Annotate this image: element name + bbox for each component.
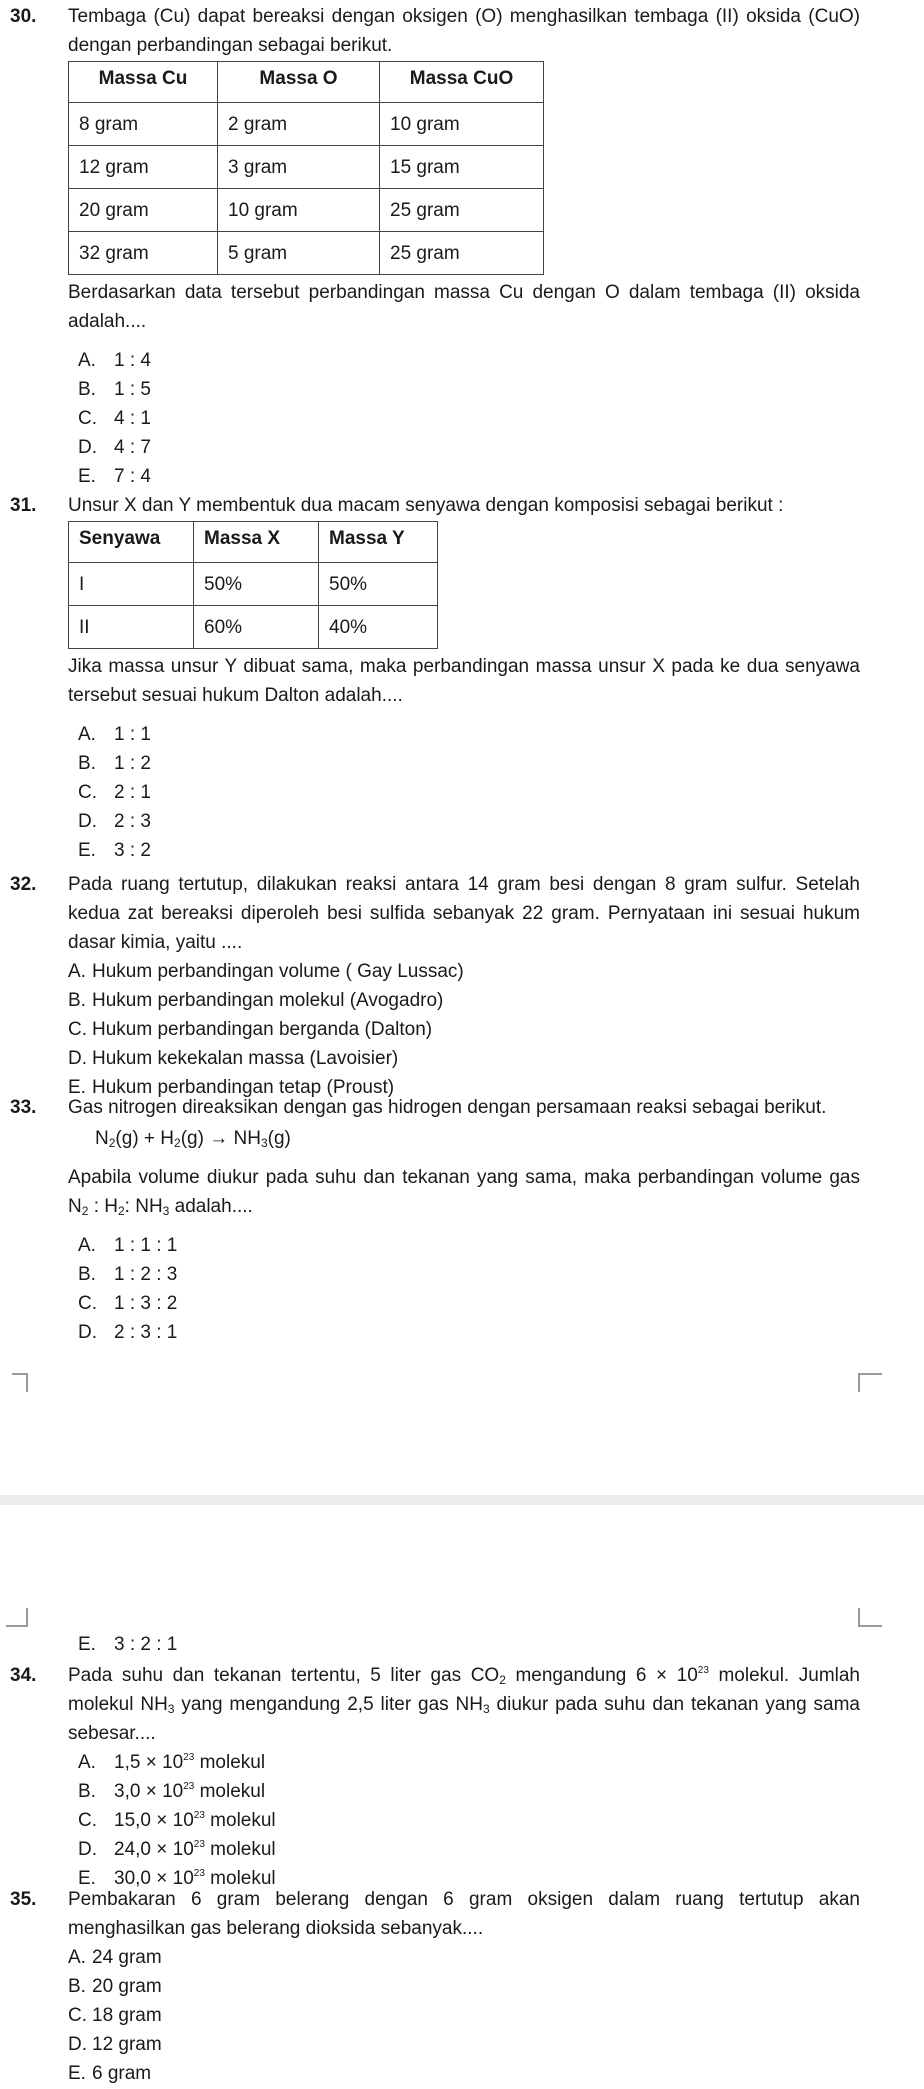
table-cell: 40% xyxy=(319,606,438,649)
option-value: 20 gram xyxy=(92,1976,162,1997)
page-corner-mark xyxy=(12,1373,28,1392)
option-label: B. xyxy=(78,379,96,400)
answer-option[interactable] xyxy=(68,346,860,375)
table-cell: 8 gram xyxy=(69,103,218,146)
question-30 xyxy=(10,2,860,491)
option-value: Hukum perbandingan berganda (Dalton) xyxy=(92,1019,433,1040)
option-label: A. xyxy=(78,1752,96,1773)
table-cell: 32 gram xyxy=(69,232,218,275)
answer-option[interactable] xyxy=(68,404,860,433)
data-table xyxy=(68,61,544,275)
table-row xyxy=(69,563,438,606)
option-label: D. xyxy=(78,811,97,832)
answer-option[interactable] xyxy=(68,2030,860,2059)
option-value: 2 : 3 : 1 xyxy=(114,1322,178,1343)
answer-option[interactable] xyxy=(68,462,860,491)
option-value: 1 : 2 : 3 xyxy=(114,1264,178,1285)
option-label: B. xyxy=(78,1264,96,1285)
table-cell: 10 gram xyxy=(218,189,380,232)
answer-options xyxy=(68,1943,860,2088)
table-cell: 15 gram xyxy=(380,146,544,189)
page-corner-mark xyxy=(858,1373,882,1392)
table-row xyxy=(69,189,544,232)
question-33-continued xyxy=(10,1630,860,1659)
table-header: Massa X xyxy=(194,522,319,563)
table-cell: II xyxy=(69,606,194,649)
option-value: 4 : 1 xyxy=(114,408,151,429)
option-label: C. xyxy=(68,1019,87,1040)
answer-option[interactable] xyxy=(68,1260,860,1289)
table-cell: 2 gram xyxy=(218,103,380,146)
option-label: B. xyxy=(68,990,86,1011)
reaction-equation: $N_2(g) + H_2(g) \to NH_3(g)$ xyxy=(95,1128,291,1150)
table-cell: 3 gram xyxy=(218,146,380,189)
question-35 xyxy=(10,1885,860,2088)
question-32 xyxy=(10,870,860,1102)
option-value: $15,0 \times 10^{23}$ molekul xyxy=(114,1810,276,1831)
table-cell: 50% xyxy=(194,563,319,606)
table-cell: 50% xyxy=(319,563,438,606)
option-value: Hukum kekekalan massa (Lavoisier) xyxy=(92,1048,399,1069)
option-value: 3 : 2 : 1 xyxy=(114,1634,178,1655)
question-prompt: Berdasarkan data tersebut perbandingan massa Cu dengan O dalam tembaga (II) oksida adalah.... xyxy=(68,282,860,332)
answer-option[interactable] xyxy=(68,1289,860,1318)
question-number: 31. xyxy=(10,495,37,516)
option-value: Hukum perbandingan tetap (Proust) xyxy=(92,1077,395,1098)
option-value: $3,0 \times 10^{23}$ molekul xyxy=(114,1781,266,1802)
table-header: Massa O xyxy=(218,62,380,103)
page-break-divider xyxy=(0,1495,924,1505)
answer-option[interactable] xyxy=(68,1777,860,1806)
table-header: Massa Y xyxy=(319,522,438,563)
option-label: D. xyxy=(68,2034,87,2055)
option-value: 1 : 5 xyxy=(114,379,151,400)
answer-option[interactable] xyxy=(68,1943,860,1972)
option-label: E. xyxy=(78,466,96,487)
option-label: D. xyxy=(78,1322,97,1343)
answer-option[interactable] xyxy=(68,433,860,462)
answer-option[interactable] xyxy=(68,1835,860,1864)
option-label: B. xyxy=(78,1781,96,1802)
question-number: 33. xyxy=(10,1097,37,1118)
table-header-row xyxy=(69,62,544,103)
option-value: 4 : 7 xyxy=(114,437,151,458)
answer-options xyxy=(68,1748,860,1893)
option-label: A. xyxy=(78,724,96,745)
option-value: Hukum perbandingan volume ( Gay Lussac) xyxy=(92,961,464,982)
answer-option[interactable] xyxy=(68,1318,860,1347)
question-number: 35. xyxy=(10,1889,37,1910)
table-header: Massa CuO xyxy=(380,62,544,103)
data-table xyxy=(68,521,438,649)
table-header: Senyawa xyxy=(69,522,194,563)
answer-option[interactable] xyxy=(68,986,860,1015)
page-corner-mark xyxy=(858,1608,882,1627)
option-value: 24 gram xyxy=(92,1947,162,1968)
answer-options xyxy=(68,346,860,491)
answer-option[interactable] xyxy=(68,1748,860,1777)
option-label: C. xyxy=(78,1293,97,1314)
question-text: Pembakaran 6 gram belerang dengan 6 gram oksigen dalam ruang tertutup akan menghasilkan gas belerang dioksida sebanyak.... xyxy=(68,1889,860,1939)
table-cell: 20 gram xyxy=(69,189,218,232)
question-text: Unsur X dan Y membentuk dua macam senyawa dengan komposisi sebagai berikut : xyxy=(68,495,784,516)
table-row xyxy=(69,103,544,146)
answer-option[interactable] xyxy=(68,749,860,778)
option-label: D. xyxy=(78,1839,97,1860)
option-label: E. xyxy=(78,840,96,861)
answer-option[interactable] xyxy=(68,1630,860,1659)
answer-option[interactable] xyxy=(68,1231,860,1260)
answer-option[interactable] xyxy=(68,957,860,986)
option-label: C. xyxy=(78,1810,97,1831)
question-34 xyxy=(10,1661,860,1893)
table-cell: 12 gram xyxy=(69,146,218,189)
question-33 xyxy=(10,1093,860,1347)
option-value: 7 : 4 xyxy=(114,466,151,487)
answer-option[interactable] xyxy=(68,807,860,836)
option-label: A. xyxy=(68,961,86,982)
table-cell: 60% xyxy=(194,606,319,649)
question-text: Gas nitrogen direaksikan dengan gas hidrogen dengan persamaan reaksi sebagai berikut. xyxy=(68,1097,827,1118)
answer-option[interactable] xyxy=(68,2059,860,2088)
option-label: D. xyxy=(68,1048,87,1069)
answer-option[interactable] xyxy=(68,778,860,807)
answer-option[interactable] xyxy=(68,1806,860,1835)
table-row xyxy=(69,232,544,275)
option-value: 1 : 3 : 2 xyxy=(114,1293,178,1314)
option-label: C. xyxy=(78,408,97,429)
option-value: 1 : 1 : 1 xyxy=(114,1235,178,1256)
question-prompt: Jika massa unsur Y dibuat sama, maka perbandingan massa unsur X pada ke dua senyawa tersebut sesuai hukum Dalton adalah.... xyxy=(68,656,860,706)
answer-option[interactable] xyxy=(68,375,860,404)
option-label: A. xyxy=(78,350,96,371)
answer-options xyxy=(68,720,860,865)
table-row xyxy=(69,606,438,649)
option-value: $24,0 \times 10^{23}$ molekul xyxy=(114,1839,276,1860)
question-text: Pada suhu dan tekanan tertentu, 5 liter gas $CO_2$ mengandung $6 \times 10^{23}$ molekul. Jumlah molekul $NH_3$ yang mengandung 2,5 liter gas $NH_3$ diukur pada suhu dan tekanan yang sama sebesar.... xyxy=(68,1665,860,1744)
table-cell: 10 gram xyxy=(380,103,544,146)
answer-options xyxy=(68,1630,860,1659)
option-label: E. xyxy=(68,1077,86,1098)
option-value: 18 gram xyxy=(92,2005,162,2026)
page-corner-mark xyxy=(6,1608,28,1627)
table-cell: 25 gram xyxy=(380,189,544,232)
question-number: 32. xyxy=(10,874,37,895)
option-value: 2 : 3 xyxy=(114,811,151,832)
table-header-row xyxy=(69,522,438,563)
question-31 xyxy=(10,491,860,865)
option-value: 1 : 1 xyxy=(114,724,151,745)
option-label: B. xyxy=(78,753,96,774)
option-label: A. xyxy=(68,1947,86,1968)
table-cell: 5 gram xyxy=(218,232,380,275)
question-number: 30. xyxy=(10,6,37,27)
table-cell: I xyxy=(69,563,194,606)
answer-options xyxy=(68,1231,860,1347)
option-value: 3 : 2 xyxy=(114,840,151,861)
question-text: Tembaga (Cu) dapat bereaksi dengan oksigen (O) menghasilkan tembaga (II) oksida (CuO) dengan perbandingan sebagai berikut. xyxy=(68,6,860,56)
option-value: 2 : 1 xyxy=(114,782,151,803)
table-cell: 25 gram xyxy=(380,232,544,275)
table-header: Massa Cu xyxy=(69,62,218,103)
option-label: B. xyxy=(68,1976,86,1997)
option-label: C. xyxy=(68,2005,87,2026)
answer-option[interactable] xyxy=(68,1044,860,1073)
answer-options xyxy=(68,957,860,1102)
question-prompt: Apabila volume diukur pada suhu dan tekanan yang sama, maka perbandingan volume gas $N_2$ : $H_2$: $NH_3$ adalah.... xyxy=(68,1167,860,1218)
answer-option[interactable] xyxy=(68,1972,860,2001)
option-value: 1 : 2 xyxy=(114,753,151,774)
option-label: C. xyxy=(78,782,97,803)
answer-option[interactable] xyxy=(68,1015,860,1044)
answer-option[interactable] xyxy=(68,2001,860,2030)
option-value: $1,5 \times 10^{23}$ molekul xyxy=(114,1752,266,1773)
answer-option[interactable] xyxy=(68,836,860,865)
option-value: 1 : 4 xyxy=(114,350,151,371)
option-value: 6 gram xyxy=(92,2063,152,2084)
question-text: Pada ruang tertutup, dilakukan reaksi antara 14 gram besi dengan 8 gram sulfur. Setelah kedua zat bereaksi diperoleh besi sulfida sebanyak 22 gram. Pernyataan ini sesuai hukum dasar kimia, yaitu .... xyxy=(68,874,860,953)
answer-option[interactable] xyxy=(68,720,860,749)
option-label: D. xyxy=(78,437,97,458)
option-label: A. xyxy=(78,1235,96,1256)
option-value: $30,0 \times 10^{23}$ molekul xyxy=(114,1868,276,1889)
option-value: Hukum perbandingan molekul (Avogadro) xyxy=(92,990,444,1011)
option-label: E. xyxy=(68,2063,86,2084)
option-label: E. xyxy=(78,1634,96,1655)
table-row xyxy=(69,146,544,189)
option-label: E. xyxy=(78,1868,96,1889)
option-value: 12 gram xyxy=(92,2034,162,2055)
question-number: 34. xyxy=(10,1665,37,1686)
